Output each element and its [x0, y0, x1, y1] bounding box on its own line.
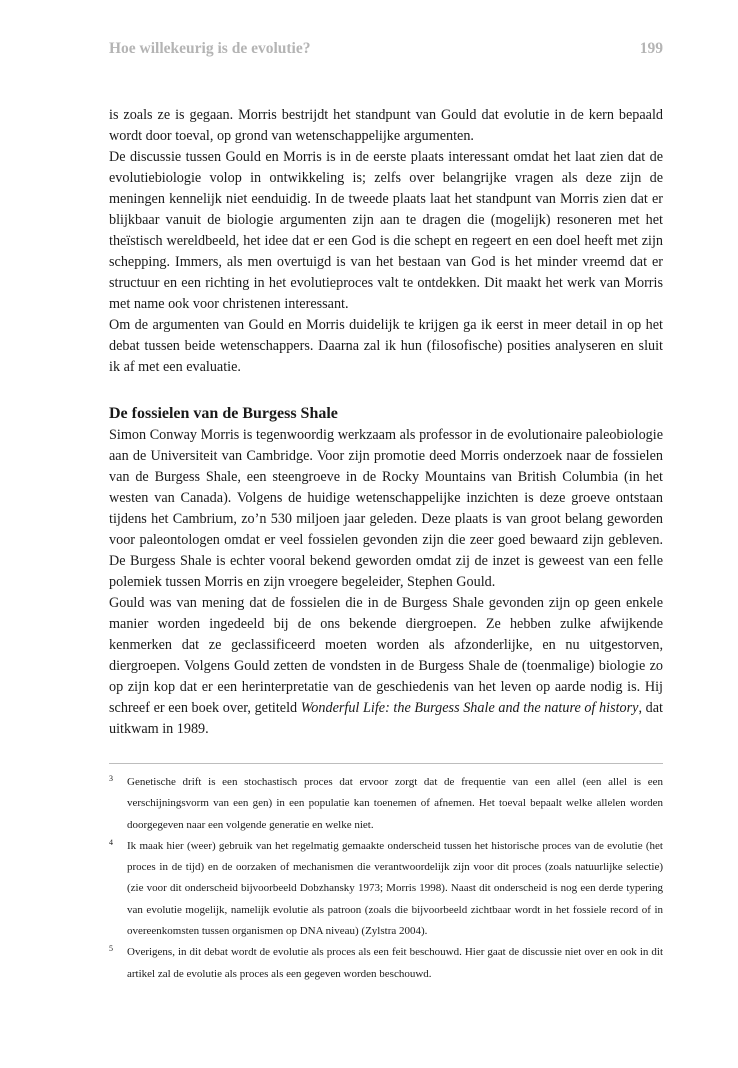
footnote-divider [109, 763, 663, 764]
main-text [109, 105, 663, 740]
paragraph: is zoals ze is gegaan. Morris bestrijdt het standpunt van Gould dat evolutie in de kern bepaald wordt door toeval, op grond van wetenschappelijke argumenten. [109, 107, 663, 144]
book-title: Wonderful Life: the Burgess Shale and the nature of history [300, 700, 639, 716]
footnote [109, 772, 663, 836]
footnote-text: Ik maak hier (weer) gebruik van het regelmatig gemaakte onderscheid tussen het historische proces van de evolutie (het proces in de tijd) en de oorzaken of mechanismen die verantwoordelijk zijn voor dit proces (zoals natuurlijke selectie) (zie voor dit onderscheid bijvoorbeeld Dobzhansky 1973; Morris 1998). Naast dit onderscheid is nog een derde typering van evolutie mogelijk, namelijk evolutie als patroon (zoals die bijvoorbeeld zichtbaar wordt in het fossiele record of in overeenkomsten tussen organismen op DNA niveau) (Zylstra 2004). [127, 839, 663, 938]
paragraph: Simon Conway Morris is tegenwoordig werkzaam als professor in de evolutionaire paleobiologie aan de Universiteit van Cambridge. Voor zijn promotie deed Morris onderzoek naar de fossielen van de Burgess Shale, een steengroeve in de Rocky Mountains van British Columbia (in het westen van Canada). Volgens de huidige wetenschappelijke inzichten is deze groeve ontstaan tijdens het Cambrium, zo’n 530 miljoen jaar geleden. Deze plaats is van groot belang geworden voor paleontologen omdat er veel fossielen gevonden zijn die zeer goed bewaard zijn gebleven. De Burgess Shale is echter vooral bekend geworden omdat zij de inzet is geweest van een felle polemiek tussen Morris en zijn vroegere begeleider, Stephen Gould. [109, 427, 663, 590]
paragraph: De discussie tussen Gould en Morris is in de eerste plaats interessant omdat het laat zien dat de evolutiebiologie volop in ontwikkeling is; zelfs over belangrijke vragen als deze zijn de meningen kennelijk niet eenduidig. In de tweede plaats laat het standpunt van Morris zien dat er blijkbaar vanuit de biologie argumenten zijn aan te dragen die (mogelijk) resoneren met het theïstisch wereldbeeld, het idee dat er een God is die schept en regeert en een doel heeft met zijn schepping. Immers, als men overtuigd is van het bestaan van God is het minder vreemd dat er structuur en een richting in het evolutieproces valt te ontdekken. Dit maakt het werk van Morris met name ook voor christenen interessant. [109, 149, 663, 312]
paragraph: Om de argumenten van Gould en Morris duidelijk te krijgen ga ik eerst in meer detail in op het debat tussen beide wetenschappers. Daarna zal ik hun (filosofische) posities analyseren en sluit ik af met een evaluatie. [109, 317, 663, 375]
running-header [109, 40, 663, 62]
footnote-number: 3 [109, 774, 113, 783]
footnote-text: Genetische drift is een stochastisch proces dat ervoor zorgt dat de frequentie van een allel (een allel is een verschijningsvorm van een gen) in een populatie kan toenemen of afnemen. Het toeval bepaalt welke allelen worden doorgegeven naar een volgende generatie en welke niet. [127, 776, 663, 831]
paragraph-text: , dat uitkwam in 1989. [109, 700, 663, 737]
running-title: Hoe willekeurig is de evolutie? [109, 40, 311, 57]
footnote [109, 836, 663, 942]
footnote-number: 5 [109, 944, 113, 954]
page-number: 199 [639, 40, 663, 57]
footnote [109, 942, 663, 985]
footnote-number: 4 [109, 837, 113, 847]
section-heading: De fossielen van de Burgess Shale [109, 405, 338, 422]
footnotes [109, 772, 663, 985]
paragraph-text: Gould was van mening dat de fossielen die in de Burgess Shale gevonden zijn op geen enkele manier worden ingedeeld bij de ons bekende diergroepen. Ze hebben zulke afwijkende kenmerken dat ze geclassificeerd moeten worden als afzonderlijke, en nu uitgestorven, diergroepen. Volgens Gould zetten de vondsten in de Burgess Shale de (toenmalige) biologie zo op zijn kop dat er een herinterpretatie van de geschiedenis van het leven op aarde nodig is. Hij schreef er een boek over, getiteld [109, 595, 663, 716]
paragraph [109, 593, 663, 740]
footnote-text: Overigens, in dit debat wordt de evolutie als proces als een feit beschouwd. Hier gaat de discussie niet over en ook in dit artikel zal de evolutie als proces als een gegeven worden beschouwd. [127, 946, 663, 980]
